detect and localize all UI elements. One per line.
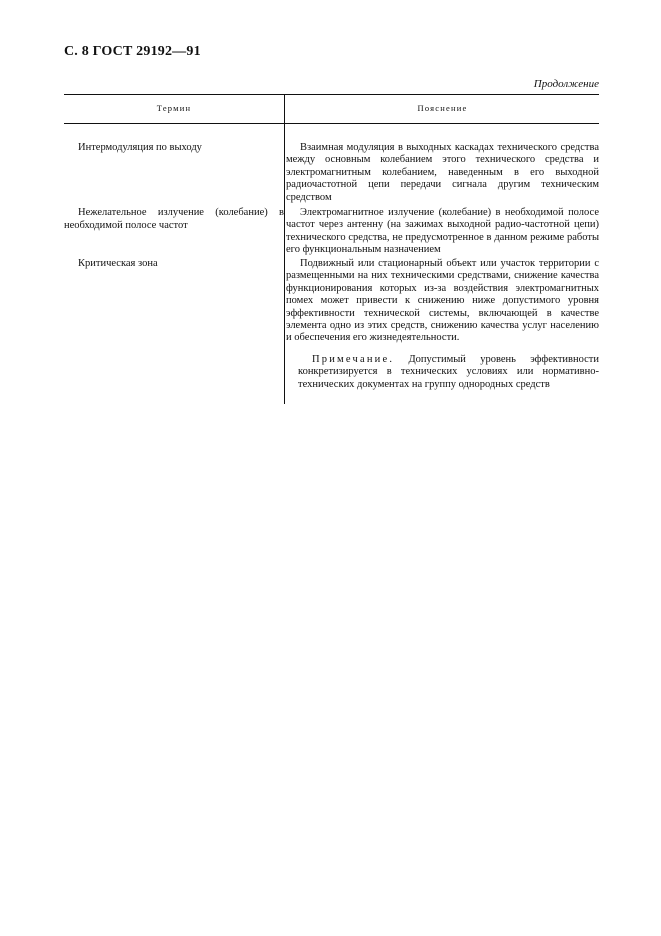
column-header-explanation: Пояснение xyxy=(417,103,468,113)
table-row-3-term xyxy=(64,258,284,271)
table-top-rule xyxy=(64,94,599,95)
table-row-2-term: Нежелательное излучение (колебание) в необходимой полосе частот xyxy=(64,207,284,231)
page-header: С. 8 ГОСТ 29192—91 xyxy=(64,44,201,59)
column-header-term: Термин xyxy=(156,103,192,113)
column-divider xyxy=(284,94,285,404)
table-row-1-explanation: Взаимная модуляция в выходных каскадах технического средства между основным колебанием этого технического средства и электромагнитным колебанием, наведенным в его выходной радиочастотной цепи передачи сигнала другим техническим средством xyxy=(286,142,599,203)
note-label: Примечание. xyxy=(312,354,395,365)
note-text: Допустимый уровень эффективности конкретизируется в технических условиях или нормативно-технических документах на группу однородных средств xyxy=(298,354,599,390)
term-text: Критическая зона xyxy=(78,258,158,269)
continuation-label: Продолжение xyxy=(533,78,599,90)
table-row-1-term xyxy=(64,142,284,155)
table-row-3-note xyxy=(298,354,599,391)
table-row-3-explanation: Подвижный или стационарный объект или участок территории с размещенными на них техническими средствами, снижение качества функционирования которых из-за воздействия электромагнитных помех может привести к снижению ниже допустимого уровня эффективности технической системы, включающей в качестве элемента одно из этих средств, снижению качества услуг населению и обеспечения его жизнедеятельности. xyxy=(286,258,599,344)
table-row-2-explanation: Электромагнитное излучение (колебание) в необходимой полосе частот через антенну (на зажимах выходной радио-частотной цепи) технического средства, не предусмотренное в данном режиме работы его функциональным назначением xyxy=(286,207,599,256)
table-header-rule xyxy=(64,123,599,124)
term-text: Интермодуляция по выходу xyxy=(78,142,202,153)
